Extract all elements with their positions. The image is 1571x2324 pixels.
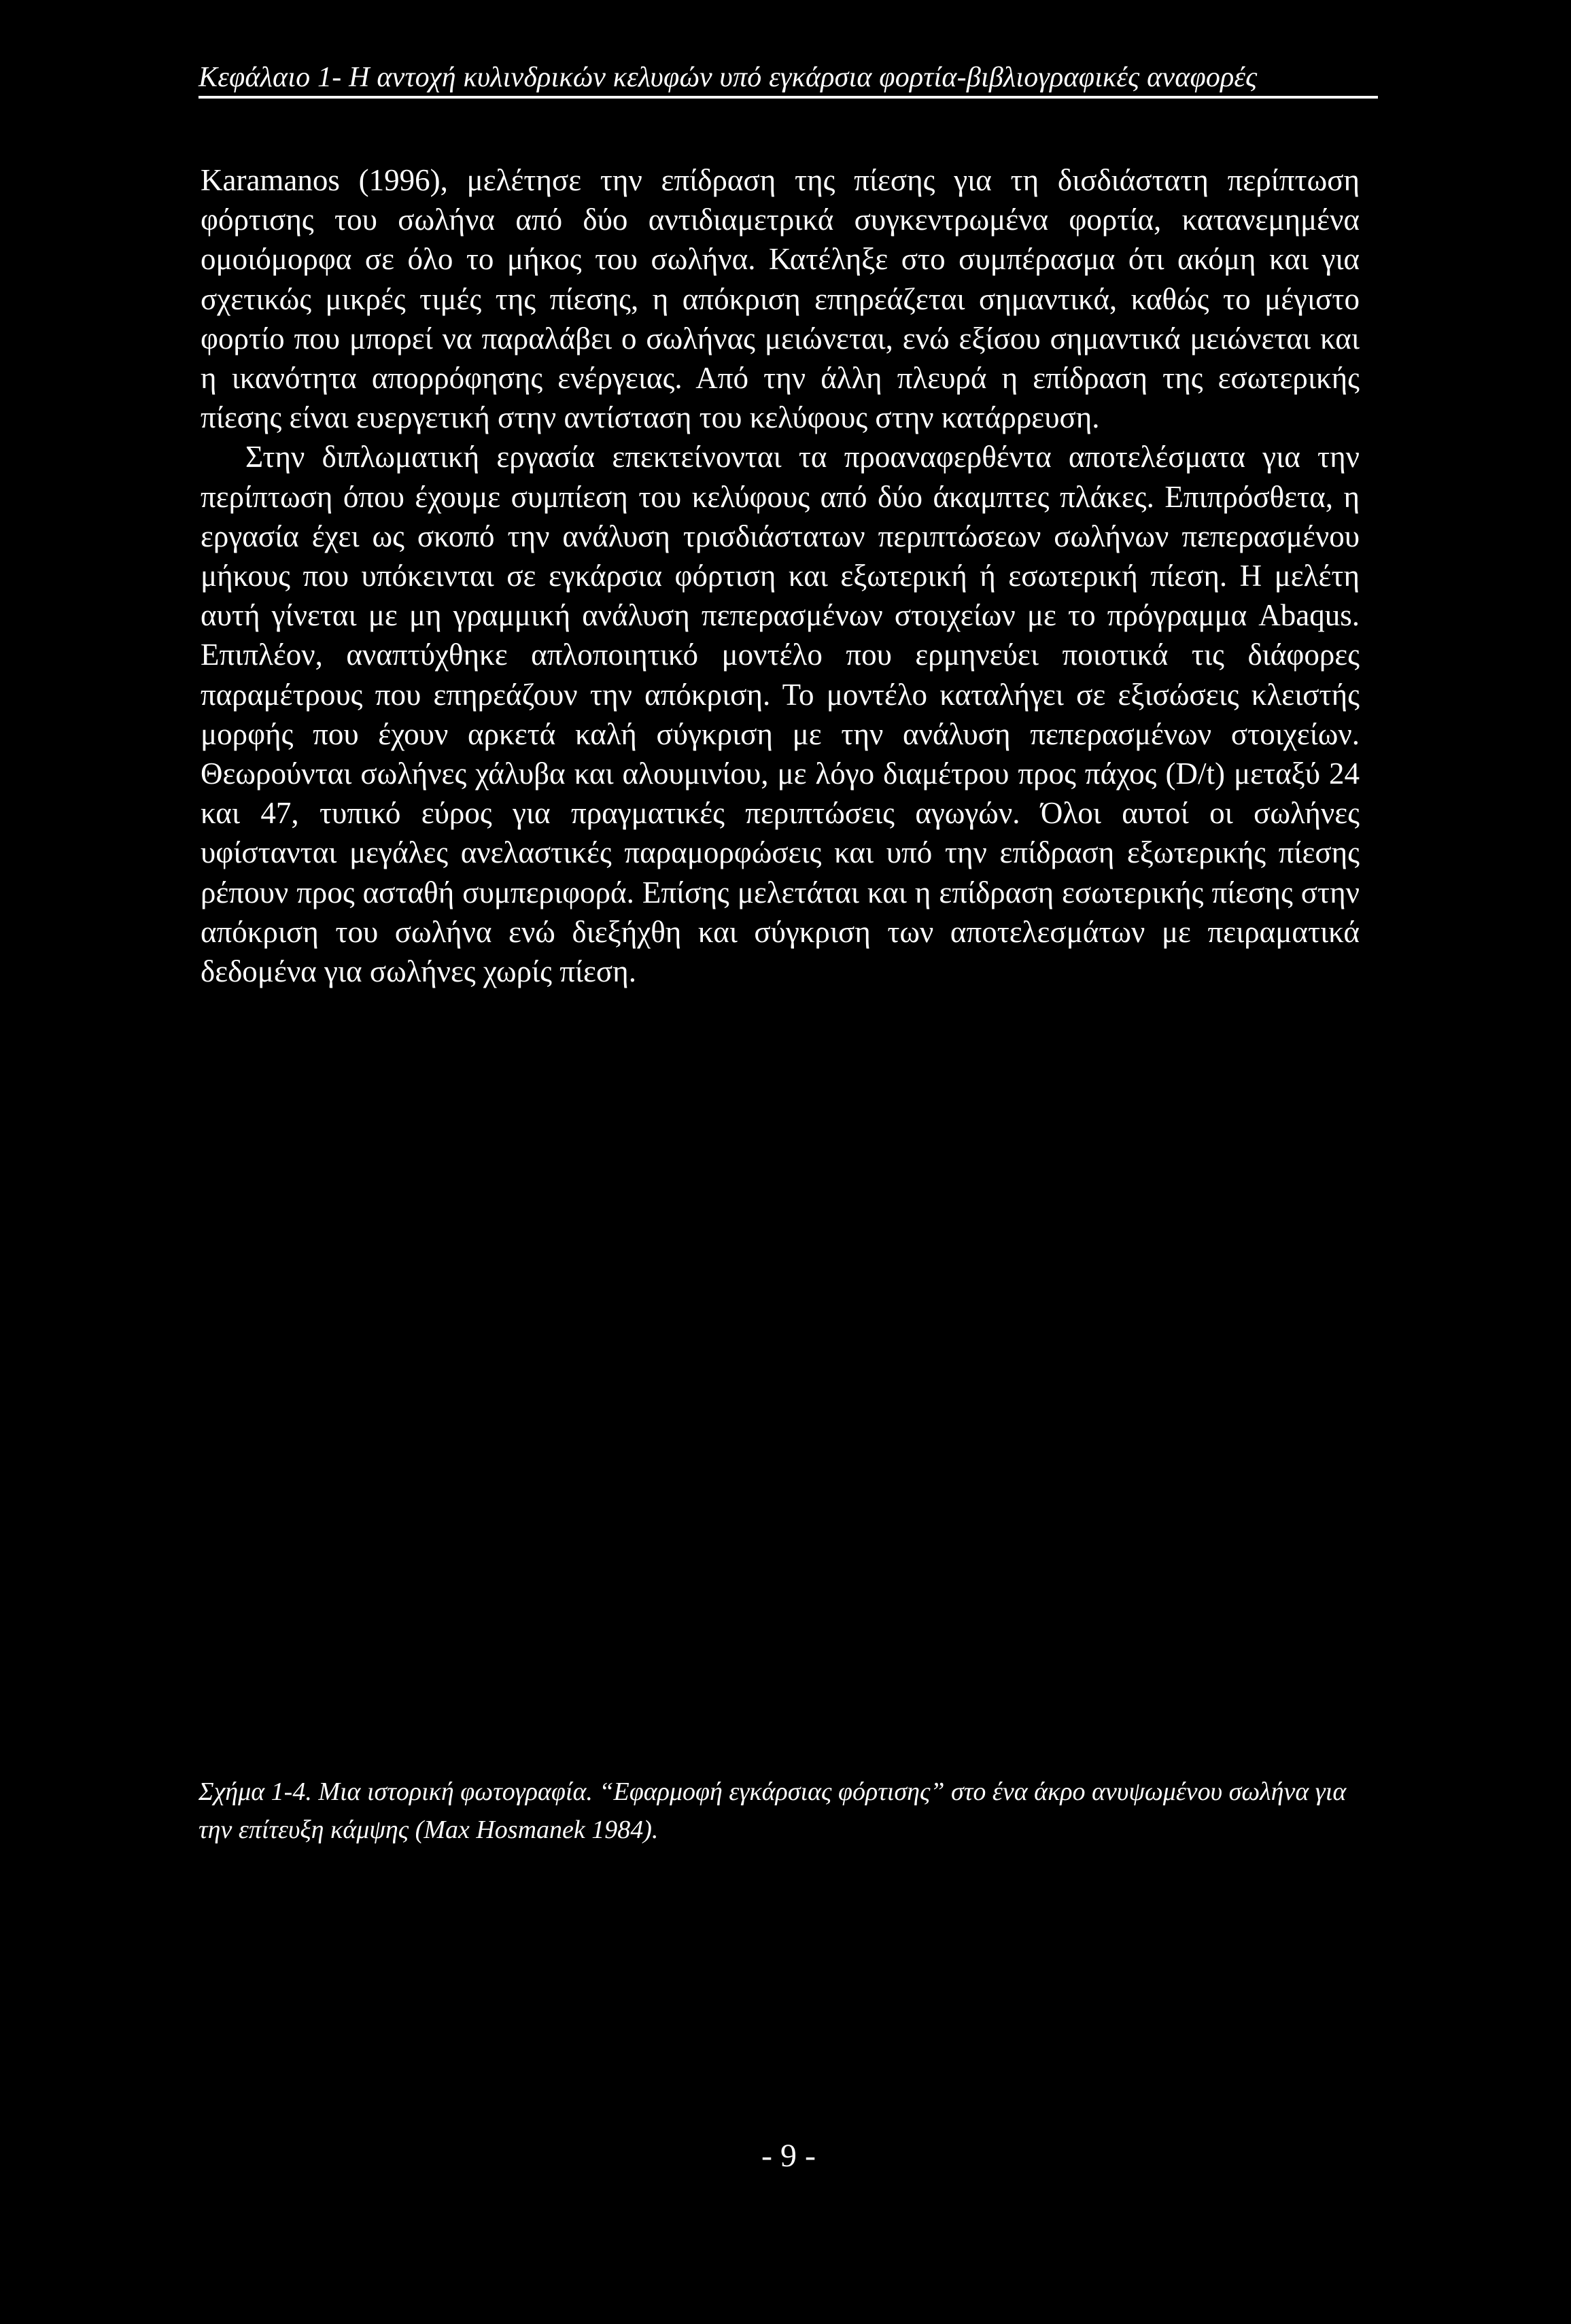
paragraph: Στην διπλωματική εργασία επεκτείνονται τα προαναφερθέντα αποτελέσματα για την περίπτωση όπου έχουμε συμπίεση του κελύφους από δύο άκαμπτες πλάκες. Επιπρόσθετα, η εργασία έχει ως σκοπό την ανάλυση τρισδιάστατων περιπτώσεων σωλήνων πεπερασμένου μήκους που υπόκεινται σε εγκάρσια φόρτιση και εξωτερική ή εσωτερική πίεση. Η μελέτη αυτή γίνεται με μη γραμμική ανάλυση πεπερασμένων στοιχείων με το πρόγραμμα Abaqus. Επιπλέον, αναπτύχθηκε απλοποιητικό μοντέλο που ερμηνεύει ποιοτικά τις διάφορες παραμέτρους που επηρεάζουν την απόκριση. Το μοντέλο καταλήγει σε εξισώσεις κλειστής μορφής που έχουν αρκετά καλή σύγκριση με την ανάλυση πεπερασμένων στοιχείων. Θεωρούνται σωλήνες χάλυβα και αλουμινίου, με λόγο διαμέτρου προς πάχος (D/t) μεταξύ 24 και 47, τυπικό εύρος για πραγματικές περιπτώσεις αγωγών. Όλοι αυτοί οι σωλήνες υφίστανται μεγάλες ανελαστικές παραμορφώσεις και υπό την επίδραση εξωτερικής πίεσης ρέπουν προς ασταθή συμπεριφορά. Επίσης μελετάται και η επίδραση εσωτερικής πίεσης στην απόκριση του σωλήνα ενώ διεξήχθη και σύγκριση των αποτελεσμάτων με πειραματικά δεδομένα για σωλήνες χωρίς πίεση. <box>201 440 1360 989</box>
page-number: - 9 - <box>761 2138 816 2174</box>
paragraph: Karamanos (1996), μελέτησε την επίδραση της πίεσης για τη δισδιάστατη περίπτωση φόρτισης του σωλήνα από δύο αντιδιαμετρικά συγκεντρωμένα φορτία, κατανεμημένα ομοιόμορφα σε όλο το μήκος του σωλήνα. Κατέληξε στο συμπέρασμα ότι ακόμη και για σχετικώς μικρές τιμές της πίεσης, η απόκριση επηρεάζεται σημαντικά, καθώς το μέγιστο φορτίο που μπορεί να παραλάβει ο σωλήνας μειώνεται, ενώ εξίσου σημαντικά μειώνεται και η ικανότητα απορρόφησης ενέργειας. Από την άλλη πλευρά η επίδραση της εσωτερικής πίεσης είναι ευεργετική στην αντίσταση του κελύφους στην κατάρρευση. <box>201 163 1360 435</box>
body-text <box>201 160 1360 991</box>
header-rule <box>198 96 1378 99</box>
figure-caption: Σχήμα 1-4. Μια ιστορική φωτογραφία. “Εφαρμοφή εγκάρσιας φόρτισης” στο ένα άκρο ανυψωμένου σωλήνα για την επίτευξη κάμψης (Max Hosmanek 1984). <box>198 1777 1347 1844</box>
running-header: Κεφάλαιο 1- Η αντοχή κυλινδρικών κελυφών υπό εγκάρσια φορτία-βιβλιογραφικές αναφορές <box>198 62 1258 93</box>
